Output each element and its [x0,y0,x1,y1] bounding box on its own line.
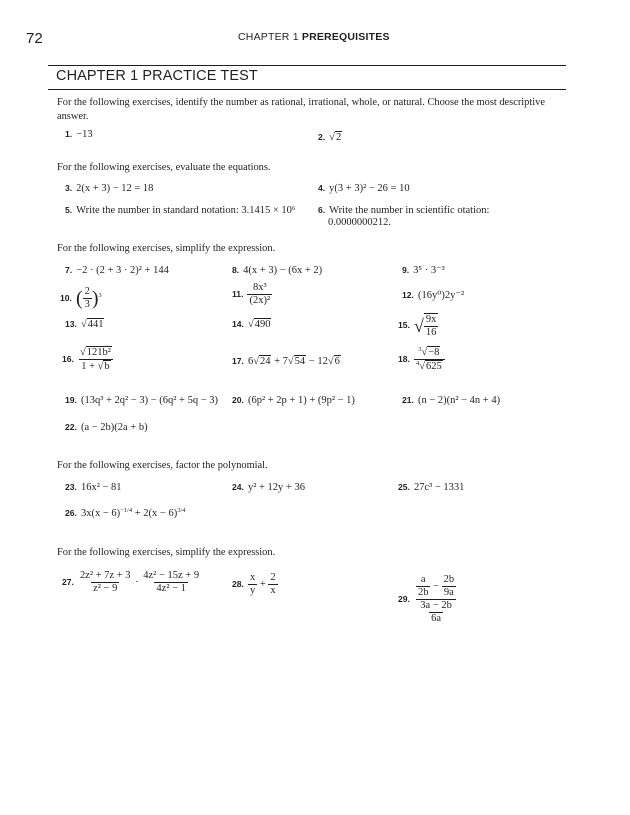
exercise-11 [232,282,272,307]
exercise-number: 26. [65,508,77,518]
fraction [442,574,457,599]
exercise-number: 10. [60,292,72,303]
exercise-2: 2. √2 [318,132,342,143]
fraction-denominator: z² − 9 [93,583,118,594]
radicand: 490 [254,319,271,330]
exercise-24 [232,481,305,494]
exercise-number: 2. [318,132,326,142]
exercise-25 [398,481,464,494]
fraction-numerator: 2 [84,286,90,297]
radicand: 625 [425,361,442,372]
exercise-text-line1: Write the number in scientific otation: [329,205,490,216]
exercise-expression: + 2(x − 6) [132,508,178,519]
section-title: CHAPTER 1 PRACTICE TEST [56,68,258,84]
coefficient: 6 [247,356,254,367]
radicand: 441 [87,319,104,330]
exercise-10: 10. ( $\frac{2}{3}$ )$^3$ [60,286,102,310]
exercise-6 [318,204,489,217]
fraction-denominator: 16 [425,327,437,338]
fraction-denominator: y [249,585,256,596]
radicand: 54 [294,356,306,367]
fraction-numerator: 8x³ [252,282,267,293]
exercise-number: 3. [65,183,73,193]
fraction: $\frac{\text{√121b²}}{1 + √b}$ [79,347,111,372]
exercise-expression: −2 · (2 + 3 · 2)² + 144 [76,265,169,276]
fraction [424,313,439,339]
exercise-14: 14. √490 [232,319,271,330]
exercise-22 [65,421,148,434]
exercise-9 [402,264,445,277]
fraction-numerator: 2z² + 7z + 3 [79,570,131,581]
exercise-expression: −13 [76,129,93,140]
exercise-number: 11. [232,288,244,299]
exercise-expression: 3x(x − 6) [80,508,121,519]
fraction [78,570,133,595]
fraction [416,599,456,625]
fraction-denominator: 2b [417,587,429,598]
exercise-17: 17. 6√24 + 7√54 − 12√6 [232,356,340,367]
exercise-3 [65,182,153,195]
exercise-number: 7. [65,265,73,275]
fraction-denominator: 1 + [81,361,98,372]
instruction-simplify-2: For the following exercises, simplify the expression. [57,547,276,558]
exercise-16 [62,346,114,373]
fraction-numerator: x [249,572,256,583]
exercise-expression: (6p² + 2p + 1) + (9p² − 1) [247,395,355,406]
exercise-1 [65,128,93,141]
fraction-denominator: 9a [443,587,454,598]
running-header-section: PREREQUISITES [301,31,390,43]
exercise-28 [232,572,278,597]
exercise-12 [402,289,464,302]
exercise-number: 23. [65,482,77,492]
fraction-numerator: 3a − 2b [420,600,452,611]
exercise-number: 20. [232,395,244,405]
exercise-expression: Write the number in standard notation: 3.1415 × 10⁶ [76,205,296,216]
exercise-number: 6. [318,205,326,215]
coefficient: − 12 [306,356,328,367]
fraction: $\frac{^3√-8}{^4√625}$ [414,346,445,373]
exercise-13: 13. √441 [65,319,104,330]
exercise-number: 5. [65,205,73,215]
exponent: 3/4 [177,507,186,514]
fraction-denominator: (2x)² [249,295,271,306]
exercise-number: 4. [318,183,326,193]
fraction-denominator: 3 [84,299,90,310]
exercise-expression: (n − 2)(n² − 4n + 4) [417,395,501,406]
exercise-number: 22. [65,422,77,432]
exercise-15: 15. √ $\frac{9x}{16}$ [398,314,437,338]
top-rule [48,65,566,66]
exercise-26 [65,507,186,520]
exercise-8 [232,264,322,277]
exercise-number: 19. [65,395,77,405]
exercise-number: 9. [402,265,410,275]
fraction-numerator: a [420,574,426,585]
operator: − [430,580,442,592]
exercise-expression: y(3 + 3)² − 26 = 10 [329,183,410,194]
operator: + [257,578,269,590]
fraction-numerator: 4z² − 15z + 9 [143,570,200,581]
title-rule [48,89,566,90]
exercise-19 [65,394,218,407]
exercise-number: 15. [398,320,410,331]
exercise-expression: 4(x + 3) − (6x + 2) [243,265,323,276]
exercise-number: 21. [402,395,414,405]
complex-fraction [414,574,458,625]
exponent: −1/4 [120,507,133,514]
fraction-denominator: x [270,585,276,596]
fraction [141,570,201,595]
exercise-20 [232,394,355,407]
radicand: 2 [335,132,342,143]
instruction-classify: For the following exercises, identify the number as rational, irrational, whole, or natural. Choose the most descriptive answer. [57,97,545,122]
coefficient: + 7 [271,356,288,367]
exercise-number: 24. [232,482,244,492]
fraction [248,572,257,597]
exercise-18 [398,346,445,373]
exercise-27 [62,570,201,595]
exercise-7 [65,264,169,277]
running-header-chapter: CHAPTER 1 [238,31,299,43]
radicand: 24 [259,356,271,367]
radicand: b [104,361,110,372]
exercise-number: 1. [65,129,73,139]
exercise-expression: (16y⁰)2y⁻² [417,290,465,301]
exercise-expression: y² + 12y + 36 [247,482,305,493]
exercise-5 [65,204,296,217]
exercise-number: 18. [398,353,410,364]
page-number: 72 [26,30,43,47]
instruction-factor: For the following exercises, factor the polynomial. [57,460,268,471]
operator: · [132,576,142,588]
fraction [247,282,272,307]
exercise-number: 27. [62,576,74,587]
exercise-number: 17. [232,356,244,366]
fraction-numerator: 9x [425,314,437,325]
instruction-simplify-1: For the following exercises, simplify the expression. [57,243,276,254]
exercise-number: 16. [62,353,74,364]
fraction [268,572,277,597]
root-index: 4 [415,360,420,367]
fraction-numerator: 2b [443,574,455,585]
exercise-expression: 3⁵ · 3⁻³ [413,265,445,276]
exercise-expression: (13q³ + 2q² − 3) − (6q² + 5q − 3) [80,395,218,406]
exercise-number: 29. [398,593,410,604]
exercise-21 [402,394,500,407]
radicand: 6 [334,356,340,367]
fraction-denominator: 4z² − 1 [156,583,186,594]
exponent: 3 [98,291,102,299]
fraction [83,286,92,311]
exercise-expression: (a − 2b)(2a + b) [80,422,148,433]
exercise-number: 14. [232,319,244,329]
root-index: 3 [418,346,422,353]
exercise-expression: 16x² − 81 [80,482,122,493]
fraction-denominator: 6a [431,613,441,624]
exercise-expression: 2(x + 3) − 12 = 18 [76,183,154,194]
exercise-number: 13. [65,319,77,329]
radicand: 121b² [86,347,111,358]
exercise-number: 25. [398,482,410,492]
exercise-expression: 27c³ − 1331 [413,482,465,493]
fraction [416,574,431,599]
exercise-number: 8. [232,265,240,275]
exercise-number: 12. [402,290,414,300]
radicand: −8 [428,347,440,358]
exercise-6-line2: 0.0000000212. [328,217,391,228]
running-header [238,31,390,43]
fraction-numerator: 2 [270,572,276,583]
exercise-4 [318,182,410,195]
instruction-evaluate: For the following exercises, evaluate the equations. [57,162,271,173]
exercise-number: 28. [232,578,244,589]
exercise-23 [65,481,122,494]
exercise-29 [398,574,458,625]
